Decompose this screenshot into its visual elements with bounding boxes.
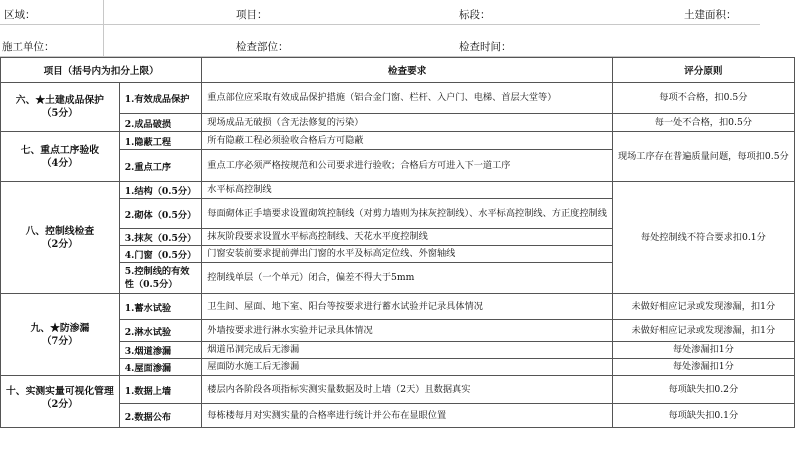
item-cell: 3.抹灰（0.5分） [119,229,202,246]
item-cell: 5.控制线的有效性（0.5分） [119,263,202,294]
column-header: 项目（括号内为扣分上限） [1,58,202,83]
category-cell [1,132,120,182]
score-cell: 未做好相应记录或发现渗漏，扣1分 [612,294,794,320]
area-label: 土建面积： [684,9,737,21]
category-title: 九、★防渗漏 [30,322,90,334]
header-gridline [0,24,760,25]
table-row [1,83,805,114]
table-row [1,359,805,376]
table-row [1,294,805,320]
item-cell: 1.数据上墙 [119,376,202,404]
requirement-cell: 烟道吊洞完成后无渗漏 [202,342,613,359]
item-cell: 2.砌体（0.5分） [119,199,202,229]
score-cell: 每一处不合格，扣0.5分 [612,114,794,132]
item-cell: 4.门窗（0.5分） [119,246,202,263]
score-cell: 每处渗漏扣1分 [612,342,794,359]
region-label: 区域： [4,9,36,21]
item-cell: 2.数据公布 [119,404,202,428]
category-points: （2分） [41,238,78,250]
time-label: 检查时间： [459,41,512,53]
score-cell: 每项缺失扣0.2分 [612,376,794,404]
column-header: 评分原则 [612,58,794,83]
score-cell: 未做好相应记录或发现渗漏，扣1分 [612,320,794,342]
category-cell [1,182,120,294]
table-header-row [1,58,805,83]
requirement-cell: 重点部位应采取有效成品保护措施（铝合金门窗、栏杆、入户门、电梯、首层大堂等） [202,83,613,114]
requirement-cell: 卫生间、屋面、地下室、阳台等按要求进行蓄水试验并记录具体情况 [202,294,613,320]
requirement-cell: 所有隐蔽工程必须验收合格后方可隐蔽 [202,132,613,150]
item-cell: 4.屋面渗漏 [119,359,202,376]
requirement-cell: 控制线单层（一个单元）闭合，偏差不得大于5mm [202,263,613,294]
item-cell: 1.结构（0.5分） [119,182,202,199]
blank-column [794,58,805,428]
table-row [1,132,805,150]
requirement-cell: 现场成品无破损（含无法修复的污染） [202,114,613,132]
requirement-cell: 水平标高控制线 [202,182,613,199]
score-cell: 每项不合格，扣0.5分 [612,83,794,114]
requirement-cell: 每面砌体正手墙要求设置砌筑控制线（对剪力墙则为抹灰控制线）、水平标高控制线、方正度控制线 [202,199,613,229]
requirement-cell: 重点工序必须严格按规范和公司要求进行验收；合格后方可进入下一道工序 [202,150,613,182]
category-points: （4分） [41,157,78,169]
category-title: 七、重点工序验收 [20,144,100,156]
category-cell [1,376,120,428]
section-label: 标段： [459,9,491,21]
table-row [1,404,805,428]
category-cell [1,83,120,132]
item-cell: 1.隐蔽工程 [119,132,202,150]
item-cell: 2.淋水试验 [119,320,202,342]
requirement-cell: 抹灰阶段要求设置水平标高控制线、天花水平度控制线 [202,229,613,246]
score-cell: 每处渗漏扣1分 [612,359,794,376]
table-row [1,376,805,404]
item-cell: 2.成品破损 [119,114,202,132]
requirement-cell: 外墙按要求进行淋水实验并记录具体情况 [202,320,613,342]
item-cell: 2.重点工序 [119,150,202,182]
item-cell: 3.烟道渗漏 [119,342,202,359]
category-cell [1,294,120,376]
category-title: 六、★土建成品保护 [15,95,104,106]
category-points: （7分） [41,335,78,347]
unit-label: 施工单位： [2,41,55,53]
requirement-cell: 屋面防水施工后无渗漏 [202,359,613,376]
inspection-table [0,57,805,428]
item-cell: 1.有效成品保护 [119,83,202,114]
column-header: 检查要求 [202,58,613,83]
category-title: 八、控制线检查 [25,225,95,237]
table-row [1,342,805,359]
requirement-cell: 每栋楼每月对实测实量的合格率进行统计并公布在显眼位置 [202,404,613,428]
category-points: （5分） [41,108,78,119]
header-gridline [103,0,104,57]
dept-label: 检查部位： [236,41,289,53]
table-row [1,182,805,199]
table-row [1,320,805,342]
item-cell: 1.蓄水试验 [119,294,202,320]
score-cell: 每处控制线不符合要求扣0.1分 [612,182,794,294]
requirement-cell: 楼层内各阶段各项指标实测实量数据及时上墙（2天）且数据真实 [202,376,613,404]
category-points: （2分） [41,399,78,410]
score-cell: 每项缺失扣0.1分 [612,404,794,428]
requirement-cell: 门窗安装前要求提前弹出门窗的水平及标高定位线、外窗轴线 [202,246,613,263]
score-cell: 现场工序存在普遍质量问题，每项扣0.5分 [612,132,794,182]
table-row [1,114,805,132]
project-label: 项目： [236,9,268,21]
category-title: 十、实测实量可视化管理 [6,386,114,397]
